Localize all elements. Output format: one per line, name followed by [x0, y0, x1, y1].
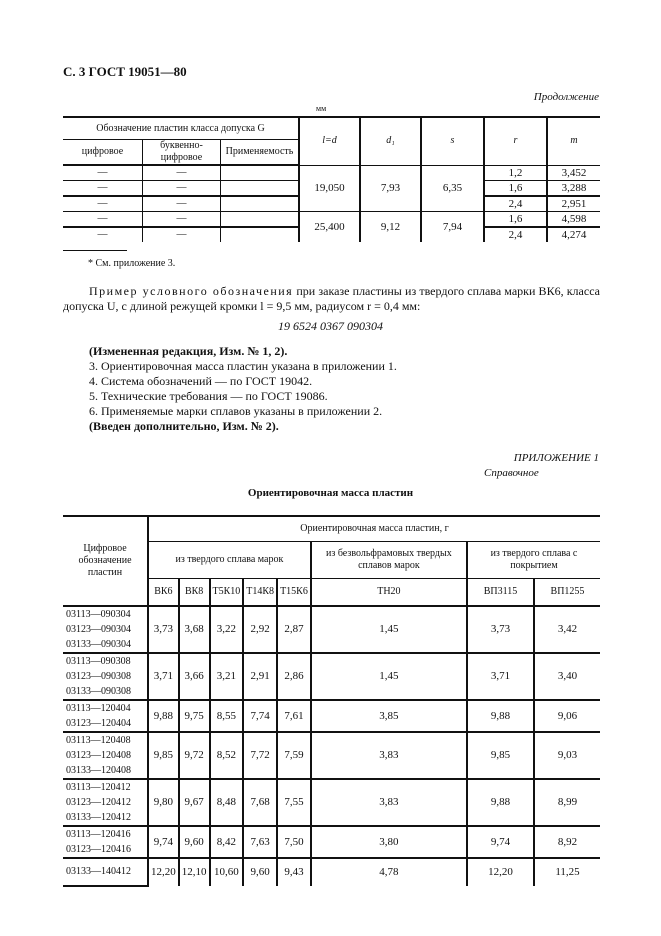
- cell-mass: 8,52: [210, 732, 244, 779]
- cell-mass: 9,85: [467, 732, 534, 779]
- example-code: 19 6524 0367 090304: [278, 319, 383, 333]
- cell-d1: 9,12: [360, 212, 421, 243]
- cell-alphanumeric: —: [143, 165, 221, 181]
- grade-header: ВП3115: [467, 579, 534, 606]
- cell-mass: 9,43: [277, 858, 311, 886]
- page-header: С. 3 ГОСТ 19051—80: [63, 64, 187, 79]
- grade-header: Т5К10: [210, 579, 244, 606]
- plate-code: 03123—120404: [66, 717, 131, 729]
- note-line: 6. Применяемые марки сплавов указаны в приложении 2.: [89, 404, 383, 418]
- cell-l: 19,050: [299, 165, 360, 212]
- sub-header: цифровое: [63, 140, 143, 166]
- table-row: [63, 165, 600, 181]
- cell-applicability: [221, 227, 300, 242]
- table-row: [63, 779, 600, 826]
- plate-code: 03123—120412: [66, 796, 131, 808]
- notes-list: [89, 344, 397, 434]
- note-line: 5. Технические требования — по ГОСТ 19086.: [89, 389, 328, 403]
- plate-code: 03123—090304: [66, 623, 131, 635]
- cell-digital: —: [63, 212, 143, 228]
- cell-mass: 9,85: [148, 732, 179, 779]
- cell-r: 2,4: [484, 196, 547, 212]
- note-line: 4. Система обозначений — по ГОСТ 19042.: [89, 374, 313, 388]
- example-paragraph: [63, 284, 600, 314]
- row-header: Цифровое обозначение пластин: [63, 516, 148, 606]
- cell-mass: 7,55: [277, 779, 311, 826]
- cell-mass: 12,20: [148, 858, 179, 886]
- cell-mass: 9,67: [179, 779, 210, 826]
- cell-mass: 2,87: [277, 606, 311, 653]
- cell-l: 25,400: [299, 212, 360, 243]
- cell-mass: 3,85: [311, 700, 467, 732]
- example-text: при заказе пластины из твердого сплава марки ВК6, класса допуска U, с длиной режущей кромки l = 9,5 мм, радиусом r = 0,4 мм:: [63, 284, 600, 313]
- cell-mass: 3,21: [210, 653, 244, 700]
- cell-mass: 2,92: [243, 606, 277, 653]
- appendix-title: Ориентировочная масса пластин: [247, 487, 414, 499]
- cell-r: 1,6: [484, 181, 547, 197]
- plate-code: 03133—120412: [66, 811, 131, 823]
- plate-code: 03133—140412: [66, 866, 131, 877]
- grade-header: ТН20: [311, 579, 467, 606]
- plate-code: 03133—120408: [66, 764, 131, 776]
- cell-mass: 1,45: [311, 606, 467, 653]
- table-row: [63, 826, 600, 858]
- cell-mass: 11,25: [534, 858, 600, 886]
- cell-mass: 9,88: [467, 700, 534, 732]
- cell-mass: 9,88: [148, 700, 179, 732]
- plate-code: 03113—120408: [66, 734, 131, 746]
- cell-mass: 3,71: [467, 653, 534, 700]
- dimensions-table: [63, 116, 600, 242]
- col-s: s: [421, 117, 484, 165]
- cell-mass: 3,80: [311, 826, 467, 858]
- cell-mass: 2,91: [243, 653, 277, 700]
- cell-applicability: [221, 181, 300, 197]
- cell-mass: 9,72: [179, 732, 210, 779]
- cell-mass: 3,73: [467, 606, 534, 653]
- cell-mass: 3,22: [210, 606, 244, 653]
- table-row: [63, 653, 600, 700]
- cell-mass: 3,68: [179, 606, 210, 653]
- group-header-coated: из твердого сплава с покрытием: [467, 542, 600, 579]
- cell-mass: 9,88: [467, 779, 534, 826]
- unit-label: мм: [316, 104, 327, 113]
- plate-code: 03113—120404: [66, 702, 131, 714]
- footnote-divider: [63, 250, 127, 251]
- continuation-label: Продолжение: [533, 91, 599, 103]
- cell-mass: 7,63: [243, 826, 277, 858]
- cell-mass: 3,42: [534, 606, 600, 653]
- plate-code: 03113—090304: [66, 608, 131, 620]
- cell-digital: —: [63, 181, 143, 197]
- cell-mass: 12,20: [467, 858, 534, 886]
- cell-m: 4,598: [547, 212, 600, 228]
- col-r: r: [484, 117, 547, 165]
- grade-header: ВК6: [148, 579, 179, 606]
- plate-code: 03113—120412: [66, 781, 131, 793]
- plate-code: 03123—090308: [66, 670, 131, 682]
- group-header-tungsten-free: из безвольфрамовых твердых сплавов марок: [311, 542, 467, 579]
- cell-mass: 9,74: [148, 826, 179, 858]
- cell-codes: [63, 606, 148, 653]
- appendix-label: ПРИЛОЖЕНИЕ 1: [513, 452, 599, 464]
- table-row: [63, 858, 600, 886]
- cell-mass: 8,92: [534, 826, 600, 858]
- cell-mass: 3,83: [311, 779, 467, 826]
- cell-mass: 8,42: [210, 826, 244, 858]
- cell-digital: —: [63, 196, 143, 212]
- cell-mass: 10,60: [210, 858, 244, 886]
- cell-alphanumeric: —: [143, 196, 221, 212]
- cell-d1: 7,93: [360, 165, 421, 212]
- cell-alphanumeric: —: [143, 227, 221, 242]
- cell-mass: 12,10: [179, 858, 210, 886]
- example-lead: Пример условного обозначения: [89, 284, 294, 298]
- cell-mass: 7,68: [243, 779, 277, 826]
- cell-mass: 8,48: [210, 779, 244, 826]
- cell-m: 2,951: [547, 196, 600, 212]
- cell-m: 4,274: [547, 227, 600, 242]
- sub-header: буквенно-цифровое: [143, 140, 221, 166]
- cell-mass: 9,74: [467, 826, 534, 858]
- cell-mass: 8,55: [210, 700, 244, 732]
- sub-header: Применяемость: [221, 140, 300, 166]
- cell-codes: [63, 779, 148, 826]
- cell-mass: 9,60: [243, 858, 277, 886]
- cell-mass: 7,74: [243, 700, 277, 732]
- cell-mass: 1,45: [311, 653, 467, 700]
- cell-r: 2,4: [484, 227, 547, 242]
- group-header-hard-alloy: из твердого сплава марок: [148, 542, 311, 579]
- main-header: Ориентировочная масса пластин, г: [148, 516, 600, 542]
- cell-mass: 9,80: [148, 779, 179, 826]
- group-header: Обозначение пластин класса допуска G: [63, 117, 299, 140]
- plate-code: 03133—090304: [66, 638, 131, 650]
- grade-header: ВП1255: [534, 579, 600, 606]
- cell-mass: 4,78: [311, 858, 467, 886]
- cell-mass: 2,86: [277, 653, 311, 700]
- mass-table: [63, 515, 600, 887]
- cell-r: 1,2: [484, 165, 547, 181]
- cell-codes: [63, 858, 148, 886]
- cell-s: 6,35: [421, 165, 484, 212]
- appendix-type: Справочное: [484, 467, 539, 479]
- cell-mass: 8,99: [534, 779, 600, 826]
- grade-header: Т15К6: [277, 579, 311, 606]
- cell-mass: 9,06: [534, 700, 600, 732]
- cell-applicability: [221, 165, 300, 181]
- grade-header: Т14К8: [243, 579, 277, 606]
- cell-mass: 3,40: [534, 653, 600, 700]
- cell-mass: 9,75: [179, 700, 210, 732]
- cell-mass: 7,59: [277, 732, 311, 779]
- cell-mass: 7,72: [243, 732, 277, 779]
- cell-applicability: [221, 196, 300, 212]
- cell-codes: [63, 732, 148, 779]
- cell-s: 7,94: [421, 212, 484, 243]
- plate-code: 03133—090308: [66, 685, 131, 697]
- cell-codes: [63, 700, 148, 732]
- plate-code: 03113—090308: [66, 655, 131, 667]
- table-row: [63, 606, 600, 653]
- cell-mass: 3,66: [179, 653, 210, 700]
- cell-mass: 3,71: [148, 653, 179, 700]
- cell-digital: —: [63, 227, 143, 242]
- cell-mass: 3,73: [148, 606, 179, 653]
- cell-m: 3,452: [547, 165, 600, 181]
- table-row: [63, 700, 600, 732]
- note-line: (Измененная редакция, Изм. № 1, 2).: [89, 344, 288, 358]
- table-row: [63, 732, 600, 779]
- cell-codes: [63, 826, 148, 858]
- cell-mass: 9,60: [179, 826, 210, 858]
- plate-code: 03123—120416: [66, 843, 131, 855]
- col-l: l=d: [299, 117, 360, 165]
- cell-r: 1,6: [484, 212, 547, 228]
- cell-alphanumeric: —: [143, 181, 221, 197]
- cell-m: 3,288: [547, 181, 600, 197]
- note-line: 3. Ориентировочная масса пластин указана в приложении 1.: [89, 359, 397, 373]
- plate-code: 03123—120408: [66, 749, 131, 761]
- table-row: [63, 212, 600, 228]
- cell-applicability: [221, 212, 300, 228]
- cell-mass: 9,03: [534, 732, 600, 779]
- note-line: (Введен дополнительно, Изм. № 2).: [89, 419, 279, 433]
- plate-code: 03113—120416: [66, 828, 131, 840]
- cell-digital: —: [63, 165, 143, 181]
- cell-alphanumeric: —: [143, 212, 221, 228]
- footnote: * См. приложение 3.: [88, 258, 176, 269]
- cell-mass: 7,50: [277, 826, 311, 858]
- cell-mass: 7,61: [277, 700, 311, 732]
- col-m: m: [547, 117, 600, 165]
- col-d1: d₁: [360, 117, 421, 165]
- cell-codes: [63, 653, 148, 700]
- cell-mass: 3,83: [311, 732, 467, 779]
- grade-header: ВК8: [179, 579, 210, 606]
